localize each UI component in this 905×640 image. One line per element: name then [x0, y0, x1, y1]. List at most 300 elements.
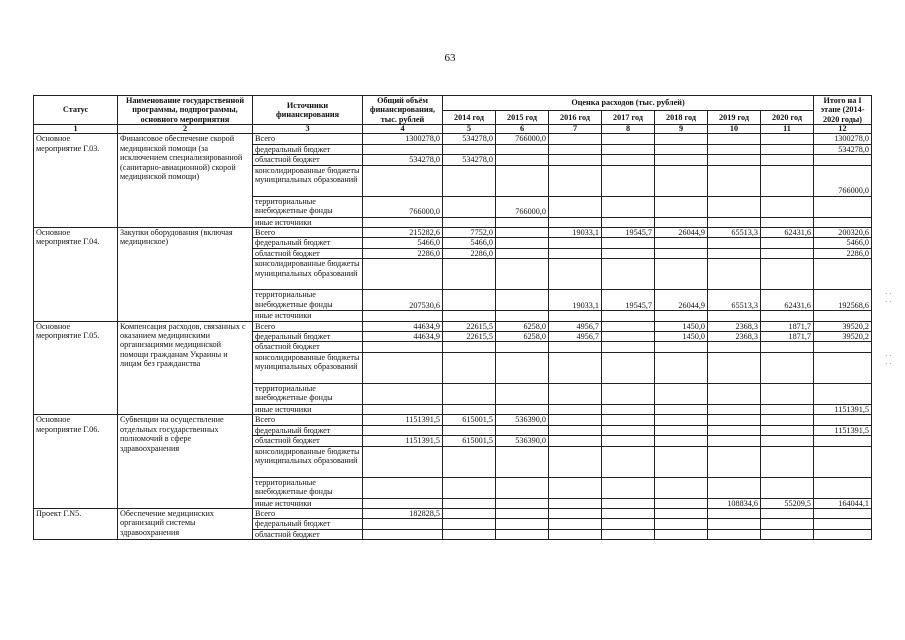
- row-stage-total: 192568,6: [814, 290, 872, 311]
- row-value: [655, 436, 708, 446]
- row-value: [602, 155, 655, 165]
- row-value: [708, 477, 761, 498]
- row-value: [708, 509, 761, 519]
- column-number: 11: [761, 125, 814, 134]
- row-stage-total: [814, 436, 872, 446]
- column-number: 10: [708, 125, 761, 134]
- row-value: 1300278,0: [363, 134, 443, 144]
- row-value: [496, 404, 549, 414]
- row-value: 4956,7: [549, 332, 602, 342]
- row-source: федеральный бюджет: [253, 144, 363, 154]
- row-value: [602, 425, 655, 435]
- row-stage-total: 5466,0: [814, 238, 872, 248]
- row-value: 44634,9: [363, 332, 443, 342]
- row-value: [602, 134, 655, 144]
- row-value: 766000,0: [363, 196, 443, 217]
- row-value: [549, 415, 602, 425]
- column-number: 2: [118, 125, 253, 134]
- row-value: [708, 311, 761, 321]
- row-source: Всего: [253, 321, 363, 331]
- row-value: [602, 477, 655, 498]
- row-source: территориальные внебюджетные фонды: [253, 196, 363, 217]
- row-status: Проект Г.N5.: [34, 509, 118, 540]
- row-value: [443, 498, 496, 508]
- column-number: 5: [443, 125, 496, 134]
- row-value: 22615,5: [443, 321, 496, 331]
- row-source: территориальные внебюджетные фонды: [253, 383, 363, 404]
- row-stage-total: [814, 415, 872, 425]
- row-value: [761, 144, 814, 154]
- row-value: [655, 165, 708, 196]
- row-value: [549, 509, 602, 519]
- row-value: [549, 165, 602, 196]
- row-value: [655, 383, 708, 404]
- row-value: [549, 425, 602, 435]
- row-stage-total: 39520,2: [814, 321, 872, 331]
- row-stage-total: 1151391,5: [814, 404, 872, 414]
- row-value: [443, 196, 496, 217]
- row-value: [443, 509, 496, 519]
- row-stage-total: [814, 383, 872, 404]
- column-number-row: [34, 125, 872, 134]
- header-year: 2019 год: [708, 110, 761, 125]
- row-value: [363, 342, 443, 352]
- row-stage-total: [814, 217, 872, 227]
- row-value: 615001,5: [443, 436, 496, 446]
- row-value: [602, 332, 655, 342]
- row-value: 534278,0: [443, 155, 496, 165]
- row-stage-total: [814, 529, 872, 539]
- row-value: [443, 446, 496, 477]
- row-value: [655, 446, 708, 477]
- row-value: [549, 498, 602, 508]
- row-value: 534278,0: [443, 134, 496, 144]
- row-value: [602, 446, 655, 477]
- row-value: [363, 259, 443, 290]
- row-value: [443, 165, 496, 196]
- row-value: [549, 352, 602, 383]
- row-value: [655, 498, 708, 508]
- row-value: [602, 415, 655, 425]
- row-value: [443, 383, 496, 404]
- row-value: [708, 404, 761, 414]
- row-value: [496, 227, 549, 237]
- column-number: 1: [34, 125, 118, 134]
- row-value: [602, 404, 655, 414]
- row-value: [761, 425, 814, 435]
- row-value: [496, 383, 549, 404]
- row-value: [708, 383, 761, 404]
- row-source: федеральный бюджет: [253, 425, 363, 435]
- row-value: [496, 519, 549, 529]
- row-value: [655, 415, 708, 425]
- row-value: [363, 383, 443, 404]
- row-stage-total: [814, 352, 872, 383]
- row-value: [708, 238, 761, 248]
- row-value: [655, 259, 708, 290]
- row-value: [549, 134, 602, 144]
- row-value: [655, 311, 708, 321]
- row-value: [549, 217, 602, 227]
- row-source: иные источники: [253, 217, 363, 227]
- row-value: [655, 342, 708, 352]
- table-row: [34, 134, 872, 144]
- header-year: 2017 год: [602, 110, 655, 125]
- row-value: [655, 248, 708, 258]
- row-program-name: Компенсация расходов, связанных с оказанием медицинскими организациями медицинской помощи гражданам Украины и лицам без гражданства: [118, 321, 253, 415]
- row-value: [363, 165, 443, 196]
- row-value: [655, 134, 708, 144]
- header-year: 2020 год: [761, 110, 814, 125]
- row-stage-total: 39520,2: [814, 332, 872, 342]
- row-value: 26044,9: [655, 227, 708, 237]
- row-value: [602, 321, 655, 331]
- margin-mark: · · · ·: [885, 290, 892, 306]
- row-value: [496, 248, 549, 258]
- row-value: 65513,3: [708, 290, 761, 311]
- row-source: федеральный бюджет: [253, 238, 363, 248]
- row-value: 62431,6: [761, 290, 814, 311]
- row-source: консолидированные бюджеты муниципальных образований: [253, 446, 363, 477]
- row-source: областной бюджет: [253, 248, 363, 258]
- row-value: [496, 425, 549, 435]
- row-value: 2286,0: [443, 248, 496, 258]
- row-source: Всего: [253, 134, 363, 144]
- row-value: [549, 446, 602, 477]
- row-value: [655, 477, 708, 498]
- row-value: [549, 311, 602, 321]
- row-source: федеральный бюджет: [253, 332, 363, 342]
- row-value: 2368,3: [708, 332, 761, 342]
- row-value: 215282,6: [363, 227, 443, 237]
- row-value: [363, 425, 443, 435]
- row-value: [602, 196, 655, 217]
- table-body: [34, 134, 872, 540]
- row-value: [655, 519, 708, 529]
- row-stage-total: 1300278,0: [814, 134, 872, 144]
- row-source: консолидированные бюджеты муниципальных образований: [253, 352, 363, 383]
- row-value: 207530,6: [363, 290, 443, 311]
- row-value: [602, 238, 655, 248]
- row-value: 44634,9: [363, 321, 443, 331]
- row-value: [363, 519, 443, 529]
- row-stage-total: [814, 477, 872, 498]
- row-value: [496, 165, 549, 196]
- column-number: 8: [602, 125, 655, 134]
- row-value: [363, 217, 443, 227]
- row-value: [443, 342, 496, 352]
- row-value: [602, 509, 655, 519]
- row-value: [602, 217, 655, 227]
- row-value: [443, 529, 496, 539]
- header-status: Статус: [34, 96, 118, 125]
- row-value: 1871,7: [761, 321, 814, 331]
- row-value: [708, 415, 761, 425]
- row-value: [655, 404, 708, 414]
- row-value: [602, 436, 655, 446]
- column-number: 6: [496, 125, 549, 134]
- row-value: [761, 352, 814, 383]
- row-value: [363, 404, 443, 414]
- row-value: [443, 425, 496, 435]
- row-value: [496, 509, 549, 519]
- row-value: [708, 217, 761, 227]
- row-value: [496, 217, 549, 227]
- row-source: консолидированные бюджеты муниципальных образований: [253, 165, 363, 196]
- row-value: [363, 311, 443, 321]
- row-value: [708, 446, 761, 477]
- row-value: [708, 144, 761, 154]
- row-value: [443, 144, 496, 154]
- row-value: 1450,0: [655, 332, 708, 342]
- row-stage-total: 164044,1: [814, 498, 872, 508]
- row-value: [708, 342, 761, 352]
- row-value: [655, 155, 708, 165]
- row-value: [363, 498, 443, 508]
- table-row: [34, 415, 872, 425]
- row-value: [708, 352, 761, 383]
- row-source: Всего: [253, 227, 363, 237]
- row-value: [602, 352, 655, 383]
- row-value: 22615,5: [443, 332, 496, 342]
- margin-mark: · · · ·: [885, 352, 892, 368]
- budget-table: [33, 95, 872, 540]
- row-source: областной бюджет: [253, 155, 363, 165]
- header-program-name: Наименование государственной программы, подпрограммы, основного мероприятия: [118, 96, 253, 125]
- row-value: [363, 144, 443, 154]
- row-source: областной бюджет: [253, 436, 363, 446]
- row-value: [443, 352, 496, 383]
- row-value: [708, 425, 761, 435]
- row-program-name: Финансовое обеспечение скорой медицинской помощи (за исключением специализированной (санитарно-авиационной) скорой медицинской помощи): [118, 134, 253, 228]
- table-row: [34, 321, 872, 331]
- row-value: [602, 529, 655, 539]
- row-value: 7752,0: [443, 227, 496, 237]
- row-value: [549, 404, 602, 414]
- row-value: [496, 290, 549, 311]
- row-stage-total: [814, 259, 872, 290]
- row-value: [549, 196, 602, 217]
- row-value: [761, 259, 814, 290]
- row-source: территориальные внебюджетные фонды: [253, 477, 363, 498]
- row-value: 1871,7: [761, 332, 814, 342]
- row-status: Основное мероприятие Г.04.: [34, 227, 118, 321]
- row-value: 4956,7: [549, 321, 602, 331]
- row-value: [655, 352, 708, 383]
- row-stage-total: 1151391,5: [814, 425, 872, 435]
- row-value: [761, 509, 814, 519]
- header-year: 2018 год: [655, 110, 708, 125]
- row-value: [761, 165, 814, 196]
- column-number: 7: [549, 125, 602, 134]
- row-value: [602, 311, 655, 321]
- row-value: [549, 155, 602, 165]
- row-value: [363, 529, 443, 539]
- row-value: [549, 144, 602, 154]
- column-number: 3: [253, 125, 363, 134]
- row-value: [496, 446, 549, 477]
- row-value: [761, 311, 814, 321]
- header-sources: Источники финансирования: [253, 96, 363, 125]
- row-value: 62431,6: [761, 227, 814, 237]
- row-value: [708, 165, 761, 196]
- row-value: [761, 404, 814, 414]
- row-value: 6258,0: [496, 321, 549, 331]
- row-value: [496, 477, 549, 498]
- row-value: 19545,7: [602, 290, 655, 311]
- row-value: 182828,5: [363, 509, 443, 519]
- table-row: [34, 509, 872, 519]
- row-stage-total: [814, 342, 872, 352]
- row-stage-total: 766000,0: [814, 165, 872, 196]
- row-value: 19033,1: [549, 227, 602, 237]
- row-value: [443, 311, 496, 321]
- row-value: [443, 217, 496, 227]
- row-value: [708, 259, 761, 290]
- row-value: [549, 259, 602, 290]
- row-stage-total: 2286,0: [814, 248, 872, 258]
- row-stage-total: [814, 155, 872, 165]
- row-value: [496, 311, 549, 321]
- row-value: [443, 477, 496, 498]
- header-stage-total: Итого на I этапе (2014-2020 годы): [814, 96, 872, 125]
- page-number: 63: [444, 52, 456, 64]
- row-value: [602, 383, 655, 404]
- row-value: [708, 155, 761, 165]
- row-value: [708, 134, 761, 144]
- row-value: [761, 248, 814, 258]
- table-row: [34, 227, 872, 237]
- row-value: [655, 509, 708, 519]
- row-value: [363, 352, 443, 383]
- row-source: консолидированные бюджеты муниципальных образований: [253, 259, 363, 290]
- row-source: Всего: [253, 415, 363, 425]
- row-value: 5466,0: [363, 238, 443, 248]
- row-value: 26044,9: [655, 290, 708, 311]
- row-value: [655, 529, 708, 539]
- row-value: [363, 477, 443, 498]
- row-value: [761, 217, 814, 227]
- row-value: [443, 404, 496, 414]
- row-status: Основное мероприятие Г.06.: [34, 415, 118, 509]
- row-source: областной бюджет: [253, 529, 363, 539]
- row-value: 2368,3: [708, 321, 761, 331]
- row-value: [602, 519, 655, 529]
- row-value: [496, 352, 549, 383]
- row-value: 6258,0: [496, 332, 549, 342]
- row-value: [549, 436, 602, 446]
- row-stage-total: [814, 509, 872, 519]
- row-value: [655, 196, 708, 217]
- row-value: [761, 446, 814, 477]
- row-value: [708, 248, 761, 258]
- row-value: [496, 342, 549, 352]
- row-value: 1151391,5: [363, 436, 443, 446]
- row-value: [655, 217, 708, 227]
- row-source: областной бюджет: [253, 342, 363, 352]
- column-number: 4: [363, 125, 443, 134]
- row-value: [496, 498, 549, 508]
- column-number: 12: [814, 125, 872, 134]
- row-value: [655, 425, 708, 435]
- row-value: [761, 342, 814, 352]
- row-value: [443, 259, 496, 290]
- row-value: [761, 519, 814, 529]
- row-value: [602, 498, 655, 508]
- row-value: [602, 342, 655, 352]
- row-source: федеральный бюджет: [253, 519, 363, 529]
- row-value: 766000,0: [496, 134, 549, 144]
- row-value: [761, 436, 814, 446]
- row-value: [496, 259, 549, 290]
- column-number: 9: [655, 125, 708, 134]
- row-value: 5466,0: [443, 238, 496, 248]
- row-value: [549, 238, 602, 248]
- row-value: [602, 259, 655, 290]
- row-value: [549, 477, 602, 498]
- row-value: [761, 196, 814, 217]
- row-source: территориальные внебюджетные фонды: [253, 290, 363, 311]
- row-source: иные источники: [253, 404, 363, 414]
- row-value: [708, 436, 761, 446]
- row-value: [708, 196, 761, 217]
- row-stage-total: [814, 519, 872, 529]
- row-value: [496, 155, 549, 165]
- row-value: 615001,5: [443, 415, 496, 425]
- row-value: [549, 519, 602, 529]
- row-stage-total: [814, 446, 872, 477]
- row-value: 19033,1: [549, 290, 602, 311]
- row-value: [761, 238, 814, 248]
- row-value: [496, 529, 549, 539]
- row-program-name: Обеспечение медицинских организаций системы здравоохранения: [118, 509, 253, 540]
- row-value: 2286,0: [363, 248, 443, 258]
- row-value: [363, 446, 443, 477]
- header-year: 2015 год: [496, 110, 549, 125]
- row-value: 19545,7: [602, 227, 655, 237]
- row-value: [761, 134, 814, 144]
- header-year: 2016 год: [549, 110, 602, 125]
- row-value: [549, 248, 602, 258]
- row-source: иные источники: [253, 498, 363, 508]
- row-value: [549, 383, 602, 404]
- row-value: [761, 155, 814, 165]
- row-stage-total: 534278,0: [814, 144, 872, 154]
- row-value: [602, 248, 655, 258]
- header-estimate: Оценка расходов (тыс. рублей): [443, 96, 814, 111]
- row-program-name: Закупки оборудования (включая медицинское): [118, 227, 253, 321]
- row-value: 1450,0: [655, 321, 708, 331]
- row-value: [549, 342, 602, 352]
- row-value: [761, 383, 814, 404]
- row-value: [496, 144, 549, 154]
- row-value: [549, 529, 602, 539]
- row-status: Основное мероприятие Г.03.: [34, 134, 118, 228]
- row-value: 65513,3: [708, 227, 761, 237]
- row-stage-total: [814, 196, 872, 217]
- row-value: [602, 165, 655, 196]
- row-source: иные источники: [253, 311, 363, 321]
- header-year: 2014 год: [443, 110, 496, 125]
- row-value: [443, 290, 496, 311]
- row-value: 536390,0: [496, 436, 549, 446]
- row-stage-total: 200320,6: [814, 227, 872, 237]
- row-value: [708, 519, 761, 529]
- header-row: [34, 96, 872, 111]
- row-value: [496, 238, 549, 248]
- row-value: [761, 415, 814, 425]
- row-value: [761, 477, 814, 498]
